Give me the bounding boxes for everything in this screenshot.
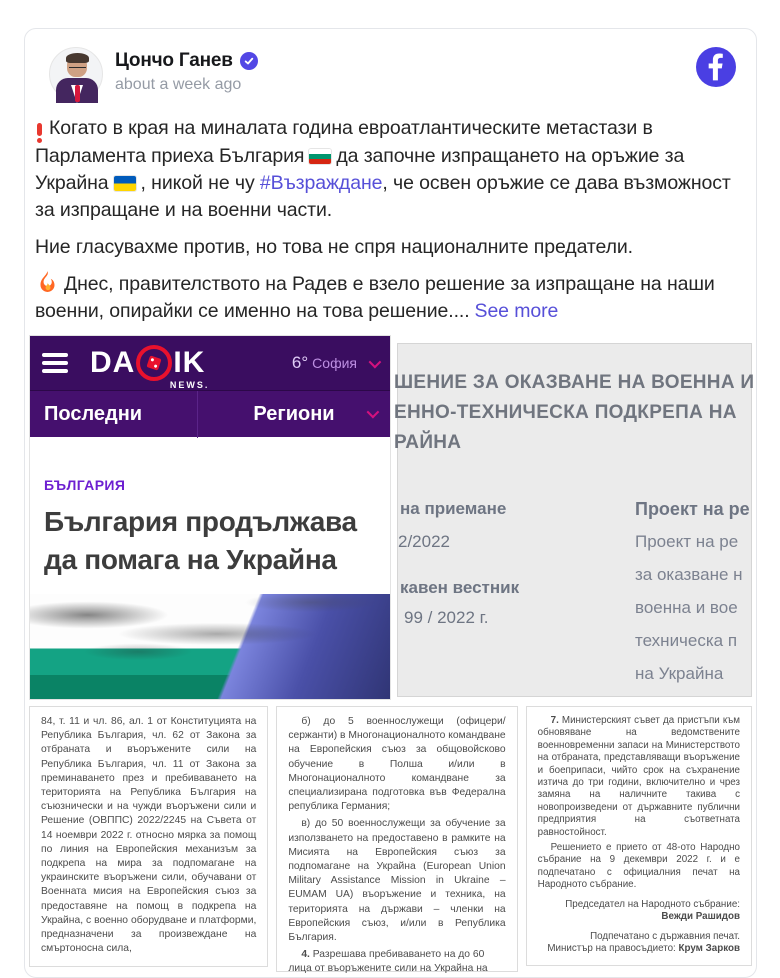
legal-paragraph: 84, т. 11 и чл. 86, ал. 1 от Конституцията на Република България, чл. 62 от Закона за отбраната и въоръжените сили на Република България, чл. 11 от Закона за преминаването през и пребиваването на територията на Република България на съюзнически и на чужди въоръжени сили и Решение (ОВППС) 2022/2245 на Съвета от 14 ноември 2022 г. относно мярка за помощ по линия на Европейския механизъм за подкрепа на мира за подпомагане на украинските въоръжени сили, обучавани от Военната мисия на Европейския съюз за предоставяне на помощ в подкрепа на Украйна, с военно оборудване и платформи, предназначени за произвеждане на смъртоносна сила, (41, 716, 257, 955)
darik-logo-da: DA (90, 346, 136, 379)
post-text-segment: , че освен оръжие се дава възможност за изпращане и на военни части. (35, 172, 731, 221)
signature-title: Министър на правосъдието: (547, 942, 676, 954)
seal-note: Подпечатано с държавния печат. (590, 930, 740, 942)
document-title-line-1: ШЕНИЕ ЗА ОКАЗВАНЕ НА ВОЕННА И (394, 372, 755, 393)
legal-paragraph: б) до 5 военнослужещи (офицери/ сержанти) в Многонационалното командване на Европейския съюз за общовойсково обучение в Полша и/или в Многонационалното командване за специализирана подготовка във Федерална република Германия; (288, 716, 506, 813)
cut-off-text-line: лица от въоръжените сили на Украйна на (288, 963, 488, 975)
bulgaria-flag-icon (309, 149, 331, 164)
document-screenshot (394, 343, 755, 697)
menu-icon (42, 353, 68, 373)
document-project-line: за оказване н (635, 565, 743, 584)
article-headline (44, 503, 376, 579)
ukraine-flag-icon (114, 176, 136, 191)
legal-text-segment: Разрешава пребиваването на до 60 (309, 949, 485, 961)
post-text-segment: да започне изпращането на оръжие за Украйна (35, 145, 685, 194)
tab-regions-label: Региони (253, 402, 335, 425)
legal-paragraph (288, 948, 505, 962)
author-name[interactable]: Цончо Ганев (115, 50, 233, 71)
document-meta-gazette-value: 99 / 2022 г. (404, 608, 489, 627)
avatar-tie (75, 85, 80, 102)
document-meta-date-value: 2/2022 (398, 532, 450, 551)
item-number: 4. (301, 949, 310, 961)
document-meta-gazette-label: кавен вестник (400, 578, 520, 597)
category-label: БЪЛГАРИЯ (44, 477, 126, 493)
post-text-segment: Когато в края на миналата година евроатлантическите метастази в Парламента приеха България (35, 117, 653, 167)
darik-article-preview (30, 437, 390, 594)
legal-text-segment: Министерският съвет да пристъпи към обновяване на ведомствените военновременни запаси на Министерството на отбраната, представляващи въоръжение и боеприпаси, чийто срок на съхранение изтича до три години, включително и чрез замяна на наличните такива с новопроизведени от държавните публични предприятия на съответната равностойност. (537, 715, 740, 838)
post-paragraph-3 (35, 271, 742, 325)
document-project-line: военна и вое (635, 598, 738, 617)
signature-title: Председател на Народното събрание: (565, 898, 740, 910)
post-attachment-image[interactable] (29, 335, 755, 975)
item-number: 7. (550, 715, 559, 726)
avatar[interactable] (49, 47, 103, 101)
weather-temperature: 6° (291, 353, 309, 372)
post-paragraph-2: Ние гласувахме против, но това не спря националните предатели. (35, 236, 633, 258)
headline-line-1: България продължава (44, 506, 357, 537)
document-project-line: техническа п (635, 631, 738, 650)
post-text-segment: Днес, правителството на Радев е взело решение за изпращане на наши военни, опирайки се именно на това решение.... (35, 273, 715, 322)
signature-name: Вежди Рашидов (661, 911, 740, 923)
tab-regions (198, 403, 390, 426)
legal-paragraph (538, 715, 740, 839)
document-project-heading: Проект на ре (635, 499, 750, 519)
post-card (24, 28, 757, 978)
document-project-line: на Украйна (635, 664, 724, 683)
avatar-hair (66, 53, 89, 63)
post-paragraph-1 (35, 115, 742, 224)
fire-icon (37, 271, 58, 294)
attachment-top-row (29, 335, 755, 700)
header-meta (115, 47, 258, 94)
weather-city: София (312, 355, 357, 371)
legal-text-column-3 (526, 706, 752, 966)
signature-block (538, 899, 740, 924)
headline-line-2: да помага на Украйна (44, 544, 337, 575)
darik-logo-news-label: NEWS. (169, 380, 210, 390)
darik-top-bar (30, 336, 390, 390)
darik-news-screenshot (29, 335, 391, 700)
legal-paragraph: Решението е прието от 48-ото Народно събрание на 9 декември 2022 г. и е подпечатано с официалния печат на Народното събрание. (537, 842, 740, 891)
signature-block (538, 931, 740, 956)
chevron-down-icon (367, 405, 380, 418)
post-timestamp[interactable]: about a week ago (115, 76, 242, 93)
darik-logo-ik: IK (173, 346, 206, 379)
legal-text-column-2 (276, 706, 517, 975)
post-text-segment: , никой не чу (140, 172, 260, 194)
darik-logo (90, 345, 210, 390)
document-title (394, 368, 754, 458)
weather-widget (292, 353, 378, 373)
document-meta-date-label: на приемане (400, 499, 507, 518)
legal-paragraph: в) до 50 военнослужещи за обучение за използването на предоставено в рамките на Мисията на Европейския съюз за подпомагане на Украйна (European Union Military Assistance Mission in Ukraine – EUMAM UA) въоръжение и техника, на територията на държави – членки на Европейския съюз, и/или в Република България. (288, 818, 506, 944)
signature-name: Крум Зарков (678, 942, 740, 954)
tab-latest: Последни (44, 402, 143, 425)
facebook-logo-icon[interactable] (696, 47, 736, 87)
legal-text-columns (29, 706, 752, 975)
signature-minister-line (538, 943, 740, 955)
verified-badge-icon (240, 52, 258, 70)
exclamation-icon (37, 123, 42, 143)
avatar-glasses (69, 64, 86, 68)
post-text (25, 101, 756, 325)
document-project-line: Проект на ре (635, 532, 739, 551)
post-header (25, 29, 756, 101)
legal-text-column-1 (29, 706, 268, 967)
document-title-line-2: ЕННО-ТЕХНИЧЕСКА ПОДКРЕПА НА (394, 402, 737, 423)
darik-dice-icon (136, 345, 172, 381)
chevron-down-icon (369, 356, 382, 369)
see-more-link[interactable]: See more (474, 300, 559, 322)
flags-photo (30, 594, 390, 699)
document-title-line-3: РАЙНА (394, 432, 462, 453)
darik-tab-bar (30, 390, 390, 437)
hashtag-link[interactable]: #Възраждане (259, 172, 383, 194)
